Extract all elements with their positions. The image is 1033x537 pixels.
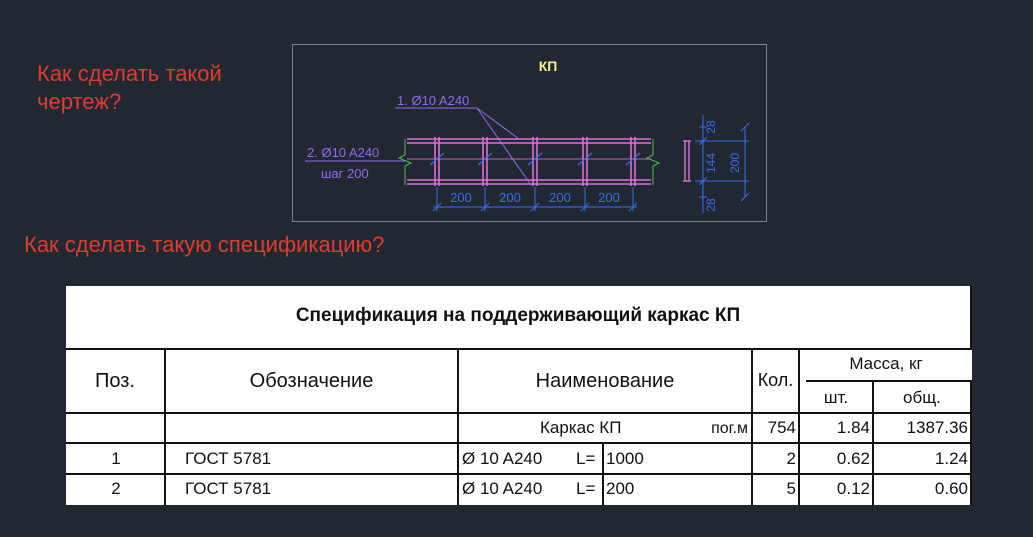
group-row-unit: пог.м bbox=[711, 420, 748, 437]
table-border bbox=[66, 473, 972, 475]
frame-longitudinal-bars bbox=[407, 139, 651, 184]
row-1-pos: 1 bbox=[111, 449, 121, 468]
header-qty: Кол. bbox=[757, 370, 794, 390]
row-1-designation: ГОСТ 5781 bbox=[185, 449, 272, 468]
cad-drawing-viewport[interactable] bbox=[292, 44, 767, 222]
group-row-name: Каркас КП bbox=[540, 418, 622, 437]
row-2-len-label: L= bbox=[576, 479, 596, 498]
leader-2-label: 2. Ø10 A240 bbox=[307, 145, 380, 160]
row-1-mass-unit: 0.62 bbox=[836, 449, 870, 468]
header-pos: Поз. bbox=[95, 370, 135, 392]
row-2-designation: ГОСТ 5781 bbox=[185, 479, 272, 498]
row-1-len-label: L= bbox=[576, 449, 596, 468]
table-border bbox=[66, 412, 972, 414]
row-2-len: 200 bbox=[606, 479, 635, 498]
dim-horizontal-4: 200 bbox=[598, 190, 620, 205]
row-2-pos: 2 bbox=[111, 479, 121, 498]
header-name: Наименование bbox=[535, 370, 675, 392]
group-row-qty: 754 bbox=[767, 418, 796, 437]
header-mass-total: общ. bbox=[903, 388, 941, 407]
table-border bbox=[66, 442, 972, 444]
break-lines bbox=[399, 139, 659, 185]
table-border bbox=[66, 348, 972, 350]
row-2-mass-total: 0.60 bbox=[934, 479, 968, 498]
step-label: шаг 200 bbox=[321, 166, 369, 181]
dim-vertical-bottom: 28 bbox=[704, 198, 718, 212]
dim-horizontal-3: 200 bbox=[549, 190, 571, 205]
table-border bbox=[602, 442, 604, 505]
dim-horizontal-2: 200 bbox=[499, 190, 521, 205]
row-2-name: Ø 10 A240 bbox=[462, 479, 543, 498]
question-specification: Как сделать такую спецификацию? bbox=[24, 232, 385, 257]
header-mass: Масса, кг bbox=[849, 354, 923, 373]
dim-vertical-top: 28 bbox=[704, 120, 718, 134]
table-border bbox=[970, 380, 972, 505]
row-1-qty: 2 bbox=[786, 449, 796, 468]
row-1-mass-total: 1.24 bbox=[934, 449, 968, 468]
group-row-mass-unit: 1.84 bbox=[836, 418, 870, 437]
header-designation: Обозначение bbox=[249, 370, 374, 392]
frame-transverse-bars bbox=[435, 137, 635, 186]
drawing-title: КП bbox=[538, 58, 558, 74]
dim-vertical-middle: 144 bbox=[704, 152, 718, 174]
dim-vertical-total: 200 bbox=[728, 152, 742, 174]
row-1-len: 1000 bbox=[606, 449, 644, 468]
row-2-mass-unit: 0.12 bbox=[836, 479, 870, 498]
header-mass-unit: шт. bbox=[823, 388, 849, 407]
spec-title: Спецификация на поддерживающий каркас КП bbox=[295, 305, 741, 326]
table-border bbox=[970, 286, 972, 350]
leader-1-lines bbox=[395, 108, 531, 185]
cad-drawing-canvas bbox=[293, 45, 767, 222]
group-row-mass-total: 1387.36 bbox=[906, 418, 968, 437]
row-2-qty: 5 bbox=[786, 479, 796, 498]
question-drawing: Как сделать такой чертеж? bbox=[37, 61, 222, 114]
section-frame bbox=[683, 141, 691, 181]
table-border bbox=[806, 380, 972, 382]
dim-horizontal-1: 200 bbox=[450, 190, 472, 205]
leader-1-label: 1. Ø10 A240 bbox=[397, 93, 470, 108]
row-1-name: Ø 10 A240 bbox=[462, 449, 543, 468]
specification-table bbox=[66, 286, 972, 505]
